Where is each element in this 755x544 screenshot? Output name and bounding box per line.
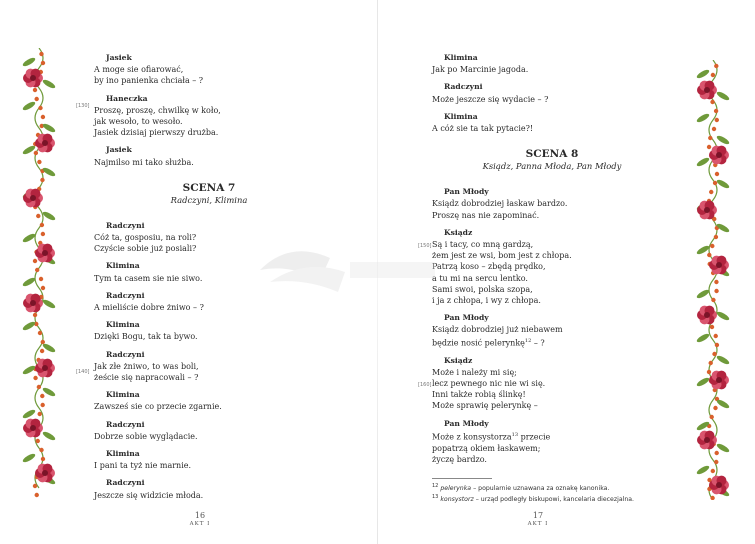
verse-line: jak wesoło, to wesoło.	[94, 117, 183, 127]
line-number: [130]	[76, 103, 90, 109]
verse-line: Są i tacy, co mną gardzą,	[432, 240, 534, 250]
speaker-name: Radczyni	[106, 419, 145, 429]
scene-characters: Ksiądz, Panna Młoda, Pan Młody	[482, 161, 622, 172]
page-number: 17	[532, 511, 544, 520]
dialogue-block	[94, 389, 324, 412]
footnote-marker: 13	[511, 431, 519, 438]
speaker-name: Klimina	[106, 320, 140, 330]
verse-line: będzie nosić pelerynkę$^{12}$ – ?	[432, 337, 545, 348]
speaker-name: Klimina	[106, 449, 140, 459]
speaker-name: Klimina	[444, 111, 478, 121]
line-number: [140]	[76, 369, 90, 375]
footnotes	[432, 478, 692, 504]
verse-line: Jeszcze się widzicie młoda.	[94, 490, 204, 500]
verse-line: Ksiądz dobrodziej już niebawem	[432, 325, 563, 335]
verse-line: lecz pewnego nic nie wi się.	[432, 378, 546, 388]
footnote-term: pelerynka	[438, 485, 472, 493]
scene-title: SCENA 8	[525, 148, 579, 161]
speaker-name: Radczyni	[106, 290, 145, 300]
verse-line: Proszę, proszę, chwilkę w koło,	[94, 105, 221, 115]
flower-icon	[697, 306, 717, 325]
dialogue-block	[94, 448, 324, 471]
speaker-name: Jasiek	[106, 53, 132, 62]
dialogue-block	[94, 477, 324, 500]
flower-icon	[23, 189, 43, 208]
verse-line: Jasiek dzisiaj pierwszy drużba.	[94, 128, 219, 138]
verse-line: żem jest ze wsi, bom jest z chłopa.	[432, 251, 572, 261]
flower-icon	[697, 201, 717, 220]
scene-characters: Radczyni, Klimina	[170, 194, 248, 205]
right-blocks-a	[432, 52, 672, 134]
verse-line: Może z konsystorza$^{13}$ przecie	[432, 431, 551, 442]
verse-line: i ja z chłopa, i wy z chłopa.	[432, 296, 541, 306]
verse-line: Czyście sobie już posiali?	[94, 244, 197, 254]
scene-heading	[94, 182, 324, 206]
footnote-rule	[432, 478, 492, 479]
scene-title: SCENA 7	[182, 181, 236, 194]
footnote-term: konsystorz	[438, 496, 474, 504]
dialogue-block	[432, 81, 672, 104]
flower-icon	[23, 419, 43, 438]
dialogue-block	[432, 227, 672, 306]
floral-border-right	[688, 60, 738, 500]
verse-line: Najmilso mi tako służba.	[94, 157, 194, 167]
verse-line: Jak złe żniwo, to was boli,	[94, 361, 199, 371]
left-blocks-a	[94, 52, 324, 168]
speaker-name: Klimina	[444, 53, 478, 62]
speaker-name: Ksiądz	[444, 355, 473, 365]
verse-line: życzę bardzo.	[432, 454, 487, 464]
verse-line: A cóż sie ta tak pytacie?!	[432, 124, 534, 134]
speaker-name: Haneczka	[106, 93, 148, 103]
dialogue-block	[94, 319, 324, 342]
verse-line: I pani ta tyż nie marnie.	[94, 461, 192, 471]
verse-line: Dzięki Bogu, tak ta bywo.	[94, 332, 198, 342]
verse-line: A mieliście dobre żniwo – ?	[94, 303, 204, 313]
dialogue-block	[432, 52, 672, 75]
verse-line: by ino panienka chciała – ?	[94, 76, 204, 86]
verse-line: A moge sie ofiarować,	[94, 65, 184, 75]
dialogue-block	[94, 93, 324, 139]
speaker-name: Pan Młody	[444, 313, 489, 323]
scene-heading	[432, 148, 672, 172]
dialogue-block	[432, 312, 672, 348]
footnote-number: 13	[432, 494, 439, 501]
dialogue-block	[432, 418, 672, 465]
flower-icon	[697, 81, 717, 100]
verse-line: Jak po Marcinie jagoda.	[432, 65, 529, 75]
line-number: [150]	[418, 243, 432, 249]
verse-line: Sami swoi, polska szopa,	[432, 284, 533, 294]
footnote-text: – urząd podległy biskupowi, kancelaria diecezjalna.	[473, 496, 635, 504]
speaker-name: Jasiek	[106, 145, 132, 155]
dialogue-block	[94, 349, 324, 384]
speaker-name: Radczyni	[106, 220, 145, 230]
speaker-name: Klimina	[106, 390, 140, 400]
speaker-name: Radczyni	[444, 82, 483, 92]
flower-icon	[709, 371, 729, 390]
page-number: 16	[194, 511, 206, 520]
verse-line: Zawsześ sie co przecie zgarnie.	[94, 402, 222, 412]
verse-line: Proszę nas nie zapominać.	[432, 210, 540, 220]
speaker-name: Radczyni	[106, 349, 145, 359]
footnote-number: 12	[432, 483, 439, 489]
dialogue-block	[432, 186, 672, 221]
dialogue-block	[432, 355, 672, 412]
page-footer	[180, 511, 220, 527]
verse-line: Dobrze sobie wyglądacie.	[94, 431, 198, 441]
dialogue-block	[94, 419, 324, 442]
verse-line: Ksiądz dobrodziej łaskaw bardzo.	[432, 199, 568, 209]
footnote	[432, 493, 692, 504]
speaker-name: Pan Młody	[444, 187, 489, 197]
right-blocks-b	[432, 186, 672, 465]
speaker-name: Pan Młody	[444, 418, 489, 428]
footnote-marker: 12	[524, 337, 532, 344]
act-label: AKT I	[189, 521, 211, 527]
verse-line: Może i należy mi się;	[432, 367, 517, 377]
right-page-text	[432, 52, 672, 471]
verse-line: Cóż ta, gosposiu, na roli?	[94, 233, 197, 243]
footnote	[432, 482, 692, 493]
verse-line: Tym ta casem sie nie siwo.	[94, 273, 203, 283]
verse-line: a tu mi na sercu lentko.	[432, 273, 528, 283]
verse-line: Inni także robią ślinkę!	[432, 390, 526, 400]
footnote-text: – popularnie uznawana za oznakę kanonika.	[471, 485, 610, 493]
flower-icon	[697, 431, 717, 450]
dialogue-block	[94, 144, 324, 167]
dialogue-block	[94, 52, 324, 87]
floral-border-left	[14, 48, 64, 498]
verse-line: żeście się napracowali – ?	[94, 373, 199, 383]
verse-line: popatrzą okiem łaskawem;	[432, 443, 541, 453]
verse-line: Może jeszcze się wydacie – ?	[432, 94, 549, 104]
verse-line: Patrzą koso – zbędą prędko,	[432, 262, 546, 272]
line-number: [160]	[418, 382, 432, 388]
dialogue-block	[432, 111, 672, 134]
speaker-name: Radczyni	[106, 478, 145, 488]
watermark-logo	[250, 240, 440, 300]
page-footer	[518, 511, 558, 527]
verse-line: Może sprawię pelerynkę –	[432, 401, 538, 411]
act-label: AKT I	[527, 521, 549, 527]
speaker-name: Klimina	[106, 261, 140, 271]
speaker-name: Ksiądz	[444, 227, 473, 237]
